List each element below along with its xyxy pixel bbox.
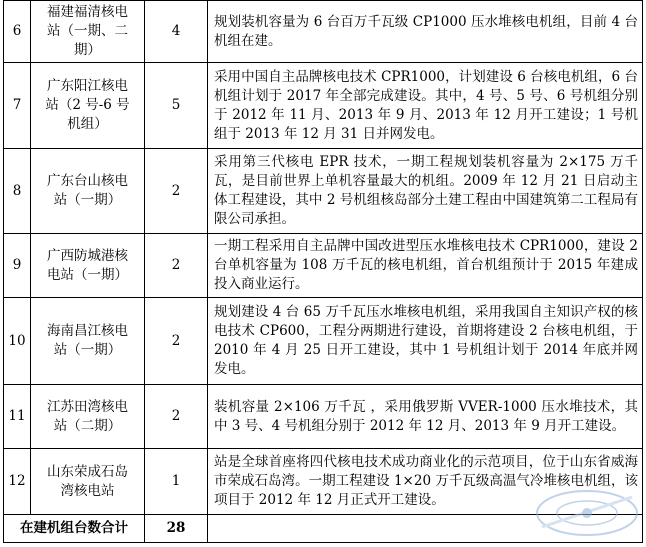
row-number: 7 <box>4 63 31 149</box>
table-row <box>4 1 643 63</box>
plant-table <box>3 0 643 543</box>
row-number: 12 <box>4 449 31 515</box>
total-value: 28 <box>145 515 208 543</box>
plant-name: 广西防城港核电站（一期） <box>47 247 128 283</box>
plant-name: 江苏田湾核电站（二期） <box>47 398 128 434</box>
plant-name: 广东台山核电站（一期） <box>47 173 128 208</box>
watermark-logo <box>532 483 642 543</box>
table-row <box>4 63 643 149</box>
plant-description: 规划装机容量为 6 台百万千瓦级 CP1000 压水堆核电机组，目前 4 台机组在建。 <box>208 1 643 63</box>
unit-count: 2 <box>145 298 208 385</box>
table-row <box>4 234 643 298</box>
unit-count: 2 <box>145 234 208 298</box>
row-number: 8 <box>4 149 31 234</box>
plant-description: 采用第三代核电 EPR 技术，一期工程规划装机容量为 2×175 万千瓦，是目前世界上单机容量最大的机组。2009 年 12 月 21 日启动主体工程建设，其中 2 号机组核岛部分土建工程由中国建筑第二工程局有限公司承担。 <box>208 149 643 234</box>
plant-name: 广东阳江核电站（2 号-6 号机组） <box>45 78 130 132</box>
plant-description: 一期工程采用自主品牌中国改进型压水堆核电技术 CPR1000，建设 2 台单机容量为 108 万千瓦的核电机组，首台机组预计于 2015 年建成投入商业运行。 <box>208 234 643 298</box>
unit-count: 2 <box>145 149 208 234</box>
total-label: 在建机组台数合计 <box>4 515 145 543</box>
plant-description: 装机容量 2×106 万千瓦 ，采用俄罗斯 VVER-1000 压水堆技术，其中 3 号、4 号机组分别于 2012 年 12 月、2013 年 9 月开工建设。 <box>208 385 643 449</box>
plant-description: 采用中国自主品牌核电技术 CPR1000，计划建设 6 台核电机组，6 台机组计划于 2017 年全部完成建设。其中，4 号、5 号、6 号机组分别于 2012 年 11 月、2013 年 9 月、2013 年 12 月开工建设；1 号机组于 2013 年 12 月 31 日并网发电。 <box>208 63 643 149</box>
plant-description: 规划建设 4 台 65 万千瓦压水堆核电机组，采用我国自主知识产权的核电技术 CP600，工程分两期进行建设，首期将建设 2 台核电机组，于 2010 年 4 月 25 日开工建设，其中 1 号机组计划于 2014 年底并网发电。 <box>208 298 643 385</box>
plant-description: 站是全球首座将四代核电技术成功商业化的示范项目，位于山东省威海市荣成石岛湾。一期工程建设 1×20 万千瓦级高温气冷堆核电机组，该项目于 2012 年 12 月正式开工建设。 <box>208 449 643 515</box>
unit-count: 4 <box>145 1 208 63</box>
row-number: 9 <box>4 234 31 298</box>
row-number: 6 <box>4 1 31 63</box>
unit-count: 5 <box>145 63 208 149</box>
table-row <box>4 149 643 234</box>
plant-name: 海南昌江核电站（一期） <box>47 323 128 358</box>
plant-name: 福建福清核电站（一期、二期） <box>47 4 128 58</box>
table-row <box>4 385 643 449</box>
unit-count: 1 <box>145 449 208 515</box>
row-number: 11 <box>4 385 31 449</box>
plant-name: 山东荣成石岛湾核电站 <box>47 463 128 499</box>
row-number: 10 <box>4 298 31 385</box>
table-row <box>4 298 643 385</box>
unit-count: 2 <box>145 385 208 449</box>
